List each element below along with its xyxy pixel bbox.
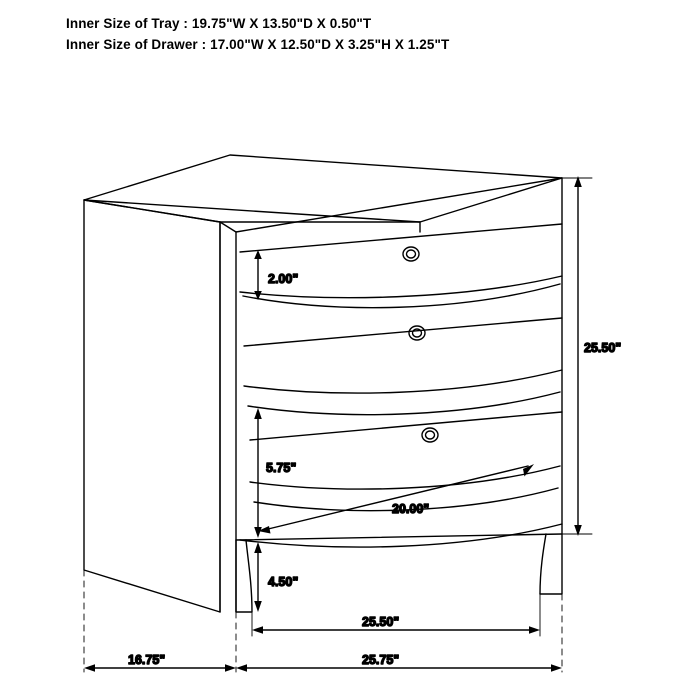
knob-top — [403, 247, 419, 261]
label-overall-height: 25.50" — [584, 341, 622, 355]
label-20-00: 20.00" — [392, 502, 430, 516]
label-2-00: 2.00" — [268, 272, 299, 286]
label-front-width: 25.50" — [362, 615, 400, 629]
spec-line-tray: Inner Size of Tray : 19.75"W X 13.50"D X 0.50"T — [66, 16, 372, 31]
arrow-4-50 — [254, 542, 262, 612]
arrow-2-00 — [254, 250, 262, 300]
knob-bottom — [422, 428, 438, 442]
spec-line-drawer: Inner Size of Drawer : 17.00"W X 12.50"D X 3.25"H X 1.25"T — [66, 36, 450, 52]
knob-middle — [409, 326, 425, 340]
label-4-50: 4.50" — [268, 575, 299, 589]
label-overall-width: 25.75" — [362, 653, 400, 667]
arrow-5-75 — [254, 408, 262, 538]
label-5-75: 5.75" — [266, 461, 297, 475]
label-side-depth: 16.75" — [128, 653, 166, 667]
arrow-overall-height — [574, 176, 582, 536]
arrow-20-00 — [258, 464, 534, 534]
